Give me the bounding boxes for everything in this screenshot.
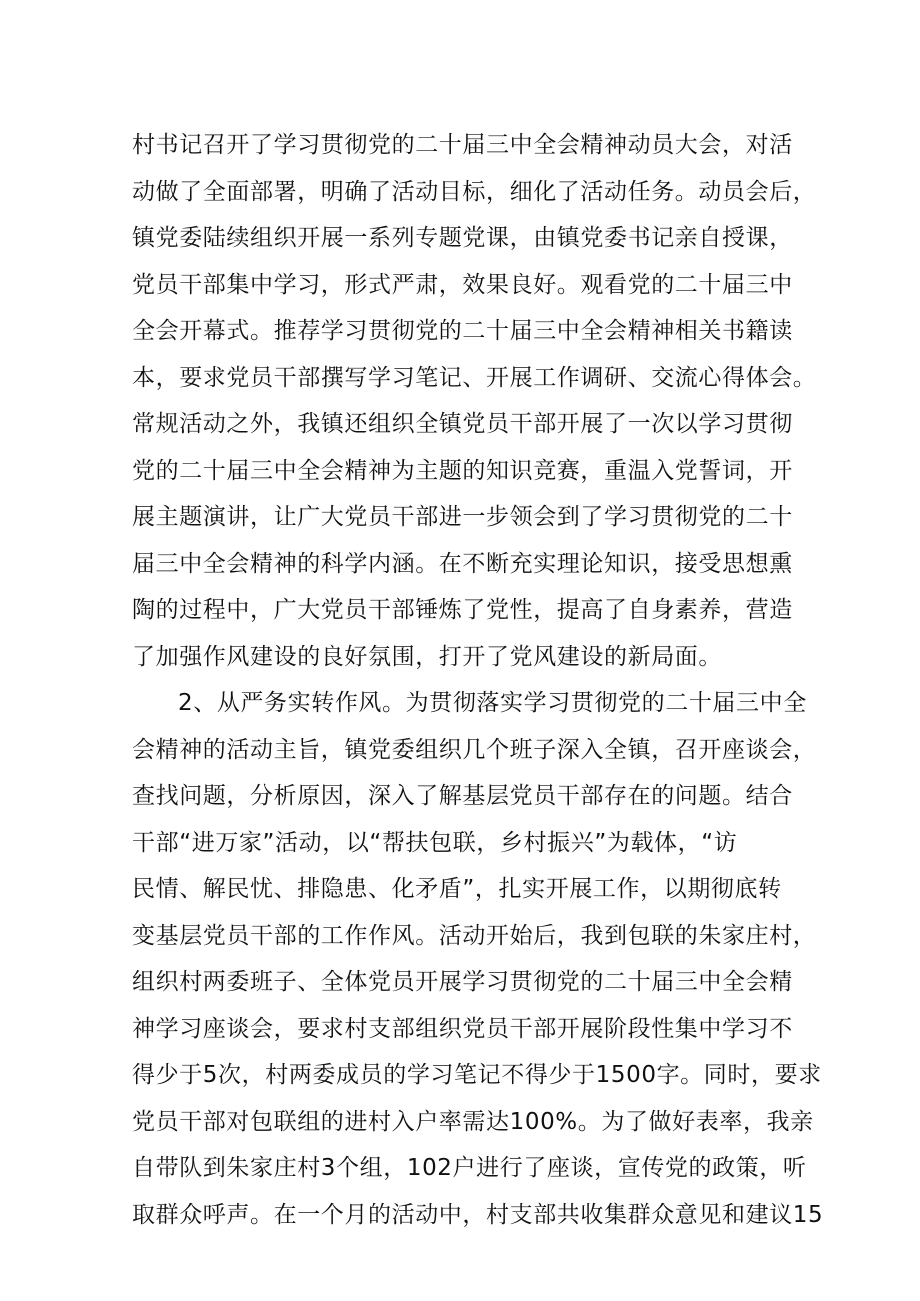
paragraph-line: 届三中全会精神的科学内涵。在不断充实理论知识，接受思想熏 [132, 550, 793, 577]
paragraph-line: 展主题演讲，让广大党员干部进一步领会到了学习贯彻党的二十 [132, 504, 793, 530]
paragraph-line: 会精神的活动主旨，镇党委组织几个班子深入全镇，召开座谈会， [132, 736, 817, 763]
paragraph-line: 取群众呼声。在一个月的活动中，村支部共收集群众意见和建议15 [132, 1201, 824, 1228]
paragraph-line: 动做了全面部署，明确了活动目标，细化了活动任务。动员会后， [132, 178, 817, 205]
paragraph-line: 民情、解民忧、排隐患、化矛盾”，扎实开展工作，以期彻底转 [132, 876, 782, 902]
paragraph-line: 陶的过程中，广大党员干部锤炼了党性，提高了自身素养，营造 [132, 597, 793, 623]
paragraph-line: 党员干部对包联组的进村入户率需达100%。为了做好表率，我亲 [132, 1108, 814, 1135]
paragraph-line: 组织村两委班子、全体党员开展学习贯彻党的二十届三中全会精 [132, 969, 793, 995]
paragraph-line: 变基层党员干部的工作作风。活动开始后，我到包联的朱家庄村， [132, 922, 817, 949]
paragraph-line: 了加强作风建设的良好氛围，打开了党风建设的新局面。 [132, 643, 722, 670]
paragraph-2 [132, 680, 824, 1238]
paragraph-line: 党的二十届三中全会精神为主题的知识竞赛，重温入党誓词，开 [132, 457, 793, 484]
paragraph-line: 村书记召开了学习贯彻党的二十届三中全会精神动员大会，对活 [132, 132, 793, 158]
paragraph-1 [132, 122, 817, 680]
paragraph-line: 常规活动之外，我镇还组织全镇党员干部开展了一次以学习贯彻 [132, 411, 793, 437]
document-body [132, 122, 824, 1238]
paragraph-line: 自带队到朱家庄村3个组，102户进行了座谈，宣传党的政策，听 [132, 1155, 807, 1181]
paragraph-line: 党员干部集中学习，形式严肃，效果良好。观看党的二十届三中 [132, 271, 793, 298]
paragraph-line: 神学习座谈会，要求村支部组织党员干部开展阶段性集中学习不 [132, 1015, 793, 1042]
paragraph-line-indented: 2、从严务实转作风。为贯彻落实学习贯彻党的二十届三中全 [178, 690, 807, 716]
paragraph-line: 干部“进万家”活动，以“帮扶包联，乡村振兴”为载体，“访 [132, 829, 738, 856]
paragraph-line: 镇党委陆续组织开展一系列专题党课，由镇党委书记亲自授课， [132, 225, 793, 251]
paragraph-line: 全会开幕式。推荐学习贯彻党的二十届三中全会精神相关书籍读 [132, 318, 793, 344]
paragraph-line: 查找问题，分析原因，深入了解基层党员干部存在的问题。结合 [132, 783, 793, 809]
paragraph-line: 得少于5次，村两委成员的学习笔记不得少于1500字。同时，要求 [132, 1062, 822, 1088]
paragraph-line: 本，要求党员干部撰写学习笔记、开展工作调研、交流心得体会。 [132, 364, 817, 391]
